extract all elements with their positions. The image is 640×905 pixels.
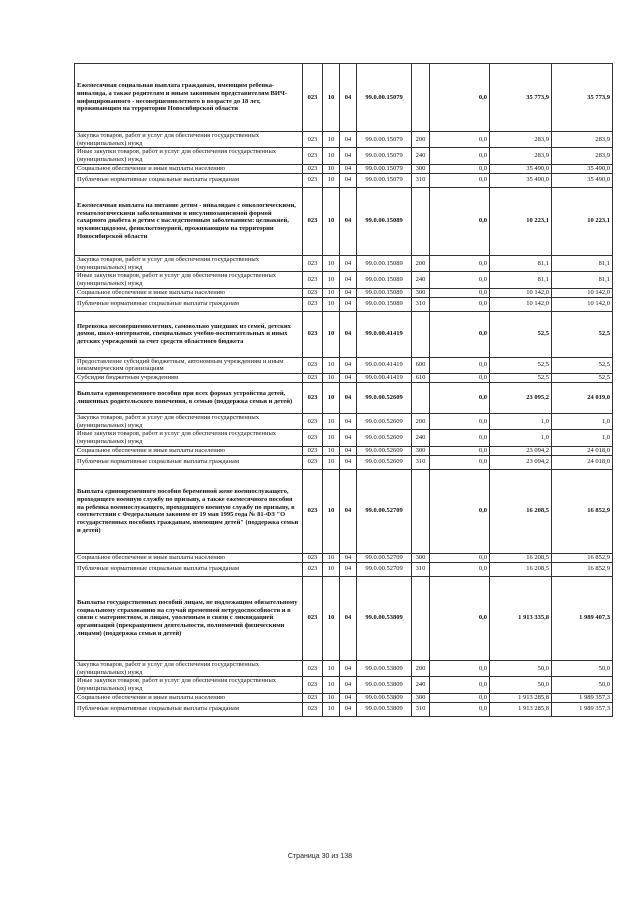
cell-target-article-code: 99.0.00.15079 [357, 148, 412, 164]
cell-expense-type-code: 240 [412, 677, 430, 693]
cell-amount-1: 0,0 [430, 255, 490, 271]
cell-target-article-code: 99.0.00.52609 [357, 455, 412, 469]
table-row [75, 255, 613, 271]
cell-amount-3: 52,5 [552, 311, 613, 357]
cell-section-code: 10 [323, 562, 340, 576]
cell-amount-2: 23 094,2 [490, 446, 552, 455]
cell-amount-2: 10 223,1 [490, 187, 552, 255]
cell-target-article-code: 99.0.00.53809 [357, 576, 412, 660]
cell-target-article-code: 99.0.00.15079 [357, 164, 412, 173]
table-row [75, 562, 613, 576]
cell-amount-3: 52,5 [552, 374, 613, 383]
cell-section-code: 10 [323, 553, 340, 562]
table-row-header [75, 187, 613, 255]
cell-amount-3: 24 019,0 [552, 383, 613, 414]
cell-ministry-code: 023 [303, 272, 323, 288]
budget-table-page [74, 63, 612, 717]
cell-amount-3: 35 773,9 [552, 64, 613, 132]
cell-expense-type-code: 240 [412, 430, 430, 446]
cell-expense-type-code: 240 [412, 148, 430, 164]
cell-amount-1: 0,0 [430, 374, 490, 383]
cell-target-article-code: 99.0.00.52609 [357, 414, 412, 430]
cell-amount-2: 16 208,5 [490, 562, 552, 576]
cell-name: Ежемесячная выплата на питание детям - инвалидам с онкологическими, гематологическими заболеваниями и инсулинозависимой формой сахарного диабета и детям с наследственным заболеванием: целиакией, муковисцидозом, фенилкетонурией, проживающим на территории Новосибирской области [75, 187, 303, 255]
cell-subsection-code: 04 [340, 430, 357, 446]
cell-expense-type-code [412, 64, 430, 132]
cell-section-code: 10 [323, 446, 340, 455]
cell-amount-2: 23 094,2 [490, 455, 552, 469]
cell-amount-2: 50,0 [490, 677, 552, 693]
cell-expense-type-code: 310 [412, 173, 430, 187]
table-body [75, 64, 613, 717]
table-row [75, 702, 613, 716]
cell-amount-3: 283,9 [552, 148, 613, 164]
cell-section-code: 10 [323, 255, 340, 271]
table-row [75, 164, 613, 173]
cell-name: Публичные нормативные социальные выплаты гражданам [75, 173, 303, 187]
table-row [75, 288, 613, 297]
cell-expense-type-code: 200 [412, 255, 430, 271]
cell-subsection-code: 04 [340, 187, 357, 255]
cell-subsection-code: 04 [340, 272, 357, 288]
cell-amount-3: 1 989 357,3 [552, 702, 613, 716]
cell-subsection-code: 04 [340, 64, 357, 132]
cell-amount-3: 1 989 407,3 [552, 576, 613, 660]
table-row [75, 132, 613, 148]
cell-amount-1: 0,0 [430, 164, 490, 173]
cell-expense-type-code: 600 [412, 357, 430, 373]
cell-amount-3: 50,0 [552, 660, 613, 676]
cell-expense-type-code: 310 [412, 702, 430, 716]
cell-amount-2: 283,9 [490, 148, 552, 164]
cell-name: Закупка товаров, работ и услуг для обеспечения государственных (муниципальных) нужд [75, 660, 303, 676]
cell-amount-1: 0,0 [430, 430, 490, 446]
cell-expense-type-code: 200 [412, 414, 430, 430]
cell-amount-1: 0,0 [430, 455, 490, 469]
cell-subsection-code: 04 [340, 553, 357, 562]
cell-section-code: 10 [323, 430, 340, 446]
table-row [75, 455, 613, 469]
cell-amount-1: 0,0 [430, 414, 490, 430]
cell-subsection-code: 04 [340, 148, 357, 164]
budget-table [74, 63, 613, 717]
cell-ministry-code: 023 [303, 446, 323, 455]
cell-target-article-code: 99.0.00.52609 [357, 430, 412, 446]
cell-name: Публичные нормативные социальные выплаты гражданам [75, 455, 303, 469]
table-row [75, 297, 613, 311]
cell-target-article-code: 99.0.00.41419 [357, 311, 412, 357]
cell-name: Закупка товаров, работ и услуг для обеспечения государственных (муниципальных) нужд [75, 414, 303, 430]
cell-target-article-code: 99.0.00.15089 [357, 187, 412, 255]
cell-ministry-code: 023 [303, 374, 323, 383]
cell-target-article-code: 99.0.00.15089 [357, 288, 412, 297]
cell-subsection-code: 04 [340, 702, 357, 716]
table-row [75, 693, 613, 702]
cell-ministry-code: 023 [303, 677, 323, 693]
cell-amount-2: 16 208,5 [490, 553, 552, 562]
cell-name: Субсидии бюджетным учреждениям [75, 374, 303, 383]
cell-amount-2: 35 773,9 [490, 64, 552, 132]
cell-amount-3: 81,1 [552, 255, 613, 271]
cell-ministry-code: 023 [303, 255, 323, 271]
cell-name: Публичные нормативные социальные выплаты гражданам [75, 702, 303, 716]
cell-section-code: 10 [323, 576, 340, 660]
cell-amount-2: 50,0 [490, 660, 552, 676]
cell-subsection-code: 04 [340, 383, 357, 414]
cell-subsection-code: 04 [340, 374, 357, 383]
table-row [75, 446, 613, 455]
cell-expense-type-code: 300 [412, 553, 430, 562]
cell-amount-1: 0,0 [430, 702, 490, 716]
cell-amount-1: 0,0 [430, 173, 490, 187]
cell-amount-2: 52,5 [490, 311, 552, 357]
cell-name: Выплата единовременного пособия беременной жене военнослужащего, проходящего военную службу по призыву, а также ежемесячного пособия на ребенка военнослужащего, проходящего военную службу по призыву, в соответствии с Федеральным законом от 19 мая 1995 года № 81-ФЗ "О государственных пособиях гражданам, имеющим детей" (поддержка семьи и детей) [75, 469, 303, 553]
cell-target-article-code: 99.0.00.15089 [357, 297, 412, 311]
table-row [75, 374, 613, 383]
cell-name: Социальное обеспечение и иные выплаты населению [75, 288, 303, 297]
cell-ministry-code: 023 [303, 187, 323, 255]
cell-expense-type-code: 310 [412, 455, 430, 469]
cell-amount-1: 0,0 [430, 132, 490, 148]
cell-amount-3: 10 142,0 [552, 288, 613, 297]
cell-expense-type-code: 310 [412, 562, 430, 576]
cell-amount-2: 283,9 [490, 132, 552, 148]
cell-name: Иные закупки товаров, работ и услуг для обеспечения государственных (муниципальных) нужд [75, 148, 303, 164]
cell-amount-1: 0,0 [430, 272, 490, 288]
cell-ministry-code: 023 [303, 173, 323, 187]
cell-section-code: 10 [323, 455, 340, 469]
cell-section-code: 10 [323, 374, 340, 383]
cell-target-article-code: 99.0.00.15079 [357, 64, 412, 132]
cell-section-code: 10 [323, 693, 340, 702]
cell-ministry-code: 023 [303, 660, 323, 676]
cell-subsection-code: 04 [340, 469, 357, 553]
cell-ministry-code: 023 [303, 702, 323, 716]
table-row [75, 430, 613, 446]
cell-ministry-code: 023 [303, 455, 323, 469]
cell-section-code: 10 [323, 164, 340, 173]
cell-expense-type-code: 200 [412, 660, 430, 676]
cell-amount-2: 16 208,5 [490, 469, 552, 553]
cell-expense-type-code: 300 [412, 693, 430, 702]
cell-name: Закупка товаров, работ и услуг для обеспечения государственных (муниципальных) нужд [75, 132, 303, 148]
cell-target-article-code: 99.0.00.53809 [357, 677, 412, 693]
cell-target-article-code: 99.0.00.52609 [357, 446, 412, 455]
cell-amount-1: 0,0 [430, 357, 490, 373]
cell-expense-type-code [412, 469, 430, 553]
cell-amount-3: 10 223,1 [552, 187, 613, 255]
cell-section-code: 10 [323, 383, 340, 414]
cell-ministry-code: 023 [303, 311, 323, 357]
cell-expense-type-code: 300 [412, 164, 430, 173]
cell-name: Социальное обеспечение и иные выплаты населению [75, 446, 303, 455]
cell-amount-3: 50,0 [552, 677, 613, 693]
cell-subsection-code: 04 [340, 414, 357, 430]
table-row [75, 660, 613, 676]
cell-amount-3: 35 490,0 [552, 164, 613, 173]
table-row [75, 553, 613, 562]
cell-ministry-code: 023 [303, 562, 323, 576]
cell-name: Публичные нормативные социальные выплаты гражданам [75, 562, 303, 576]
cell-ministry-code: 023 [303, 430, 323, 446]
cell-section-code: 10 [323, 148, 340, 164]
cell-target-article-code: 99.0.00.41419 [357, 357, 412, 373]
page-number: Страница 30 из 138 [287, 853, 353, 860]
cell-section-code: 10 [323, 64, 340, 132]
cell-amount-2: 35 490,0 [490, 164, 552, 173]
table-row-header [75, 469, 613, 553]
cell-section-code: 10 [323, 288, 340, 297]
cell-name: Ежемесячная социальная выплата гражданам, имеющим ребенка-инвалида, а также родителям и иным законным представителям ВИЧ-инфицированного - несовершеннолетнего в возрасте до 18 лет, проживающим на территории Новосибирской области [75, 64, 303, 132]
cell-section-code: 10 [323, 187, 340, 255]
cell-section-code: 10 [323, 414, 340, 430]
cell-amount-2: 1 913 335,8 [490, 576, 552, 660]
cell-name: Перевозка несовершеннолетних, самовольно ушедших из семей, детских домов, школ-интернатов, специальных учебно-воспитательных и иных детских учреждений за счет средств областного бюджета [75, 311, 303, 357]
cell-target-article-code: 99.0.00.15079 [357, 173, 412, 187]
cell-amount-1: 0,0 [430, 64, 490, 132]
cell-ministry-code: 023 [303, 297, 323, 311]
cell-ministry-code: 023 [303, 553, 323, 562]
cell-section-code: 10 [323, 357, 340, 373]
cell-section-code: 10 [323, 469, 340, 553]
cell-amount-3: 283,9 [552, 132, 613, 148]
cell-amount-2: 1 913 285,8 [490, 702, 552, 716]
cell-subsection-code: 04 [340, 693, 357, 702]
cell-amount-1: 0,0 [430, 297, 490, 311]
cell-subsection-code: 04 [340, 660, 357, 676]
cell-ministry-code: 023 [303, 414, 323, 430]
cell-amount-1: 0,0 [430, 660, 490, 676]
cell-amount-3: 10 142,0 [552, 297, 613, 311]
cell-section-code: 10 [323, 173, 340, 187]
cell-expense-type-code: 300 [412, 288, 430, 297]
cell-amount-2: 10 142,0 [490, 288, 552, 297]
cell-subsection-code: 04 [340, 173, 357, 187]
cell-name: Выплата единовременного пособия при всех формах устройства детей, лишенных родительского попечения, в семью (поддержка семьи и детей) [75, 383, 303, 414]
cell-ministry-code: 023 [303, 693, 323, 702]
cell-subsection-code: 04 [340, 311, 357, 357]
cell-target-article-code: 99.0.00.52709 [357, 553, 412, 562]
table-row-header [75, 383, 613, 414]
cell-ministry-code: 023 [303, 132, 323, 148]
table-row [75, 357, 613, 373]
cell-amount-2: 52,5 [490, 357, 552, 373]
cell-target-article-code: 99.0.00.52709 [357, 469, 412, 553]
cell-section-code: 10 [323, 311, 340, 357]
cell-target-article-code: 99.0.00.52609 [357, 383, 412, 414]
cell-name: Предоставление субсидий бюджетным, автономным учреждениям и иным некоммерческим организациям [75, 357, 303, 373]
cell-target-article-code: 99.0.00.15089 [357, 255, 412, 271]
cell-amount-3: 1 989 357,3 [552, 693, 613, 702]
cell-target-article-code: 99.0.00.15089 [357, 272, 412, 288]
cell-expense-type-code: 300 [412, 446, 430, 455]
table-row [75, 414, 613, 430]
cell-expense-type-code [412, 187, 430, 255]
cell-amount-2: 81,1 [490, 255, 552, 271]
cell-name: Иные закупки товаров, работ и услуг для обеспечения государственных (муниципальных) нужд [75, 430, 303, 446]
cell-amount-3: 16 852,9 [552, 562, 613, 576]
cell-amount-1: 0,0 [430, 562, 490, 576]
cell-amount-1: 0,0 [430, 553, 490, 562]
cell-amount-2: 10 142,0 [490, 297, 552, 311]
cell-target-article-code: 99.0.00.41419 [357, 374, 412, 383]
cell-expense-type-code: 240 [412, 272, 430, 288]
cell-ministry-code: 023 [303, 383, 323, 414]
cell-target-article-code: 99.0.00.53809 [357, 660, 412, 676]
cell-ministry-code: 023 [303, 469, 323, 553]
cell-name: Иные закупки товаров, работ и услуг для обеспечения государственных (муниципальных) нужд [75, 272, 303, 288]
cell-amount-2: 52,5 [490, 374, 552, 383]
cell-section-code: 10 [323, 132, 340, 148]
cell-name: Иные закупки товаров, работ и услуг для обеспечения государственных (муниципальных) нужд [75, 677, 303, 693]
cell-subsection-code: 04 [340, 255, 357, 271]
cell-amount-1: 0,0 [430, 187, 490, 255]
cell-name: Социальное обеспечение и иные выплаты населению [75, 553, 303, 562]
cell-amount-1: 0,0 [430, 148, 490, 164]
cell-amount-2: 35 490,0 [490, 173, 552, 187]
table-row-header [75, 311, 613, 357]
cell-ministry-code: 023 [303, 148, 323, 164]
cell-amount-3: 24 018,0 [552, 446, 613, 455]
cell-amount-2: 1 913 285,8 [490, 693, 552, 702]
cell-expense-type-code: 610 [412, 374, 430, 383]
cell-expense-type-code: 310 [412, 297, 430, 311]
cell-subsection-code: 04 [340, 132, 357, 148]
table-row [75, 148, 613, 164]
cell-amount-2: 23 095,2 [490, 383, 552, 414]
cell-amount-3: 1,0 [552, 430, 613, 446]
cell-amount-3: 1,0 [552, 414, 613, 430]
table-row [75, 677, 613, 693]
cell-subsection-code: 04 [340, 164, 357, 173]
cell-ministry-code: 023 [303, 288, 323, 297]
cell-section-code: 10 [323, 677, 340, 693]
cell-expense-type-code [412, 576, 430, 660]
cell-expense-type-code: 200 [412, 132, 430, 148]
cell-amount-1: 0,0 [430, 311, 490, 357]
cell-subsection-code: 04 [340, 288, 357, 297]
cell-amount-1: 0,0 [430, 576, 490, 660]
cell-name: Социальное обеспечение и иные выплаты населению [75, 693, 303, 702]
cell-section-code: 10 [323, 660, 340, 676]
cell-amount-2: 1,0 [490, 430, 552, 446]
cell-subsection-code: 04 [340, 455, 357, 469]
cell-subsection-code: 04 [340, 446, 357, 455]
cell-section-code: 10 [323, 272, 340, 288]
cell-amount-1: 0,0 [430, 677, 490, 693]
cell-ministry-code: 023 [303, 64, 323, 132]
cell-subsection-code: 04 [340, 297, 357, 311]
cell-target-article-code: 99.0.00.15079 [357, 132, 412, 148]
cell-ministry-code: 023 [303, 576, 323, 660]
cell-ministry-code: 023 [303, 357, 323, 373]
cell-amount-3: 16 852,9 [552, 469, 613, 553]
cell-name: Публичные нормативные социальные выплаты гражданам [75, 297, 303, 311]
cell-subsection-code: 04 [340, 357, 357, 373]
cell-amount-3: 52,5 [552, 357, 613, 373]
table-row [75, 173, 613, 187]
cell-amount-3: 16 852,9 [552, 553, 613, 562]
cell-amount-1: 0,0 [430, 446, 490, 455]
cell-amount-1: 0,0 [430, 288, 490, 297]
cell-amount-1: 0,0 [430, 383, 490, 414]
cell-section-code: 10 [323, 297, 340, 311]
cell-amount-3: 35 490,0 [552, 173, 613, 187]
cell-section-code: 10 [323, 702, 340, 716]
table-row-header [75, 576, 613, 660]
cell-name: Социальное обеспечение и иные выплаты населению [75, 164, 303, 173]
cell-target-article-code: 99.0.00.53809 [357, 693, 412, 702]
cell-subsection-code: 04 [340, 677, 357, 693]
cell-target-article-code: 99.0.00.53809 [357, 702, 412, 716]
cell-amount-3: 24 018,0 [552, 455, 613, 469]
cell-amount-2: 81,1 [490, 272, 552, 288]
cell-subsection-code: 04 [340, 562, 357, 576]
cell-expense-type-code [412, 383, 430, 414]
cell-amount-1: 0,0 [430, 693, 490, 702]
cell-expense-type-code [412, 311, 430, 357]
cell-amount-1: 0,0 [430, 469, 490, 553]
cell-name: Выплаты государственных пособий лицам, не подлежащим обязательному социальному страхованию на случай временной нетрудоспособности и в связи с материнством, и лицам, уволенным в связи с ликвидацией организаций (прекращением деятельности, полномочий физическими лицами) (поддержка семьи и детей) [75, 576, 303, 660]
cell-amount-2: 1,0 [490, 414, 552, 430]
table-row [75, 272, 613, 288]
cell-target-article-code: 99.0.00.52709 [357, 562, 412, 576]
cell-name: Закупка товаров, работ и услуг для обеспечения государственных (муниципальных) нужд [75, 255, 303, 271]
cell-ministry-code: 023 [303, 164, 323, 173]
table-row-header [75, 64, 613, 132]
cell-subsection-code: 04 [340, 576, 357, 660]
cell-amount-3: 81,1 [552, 272, 613, 288]
